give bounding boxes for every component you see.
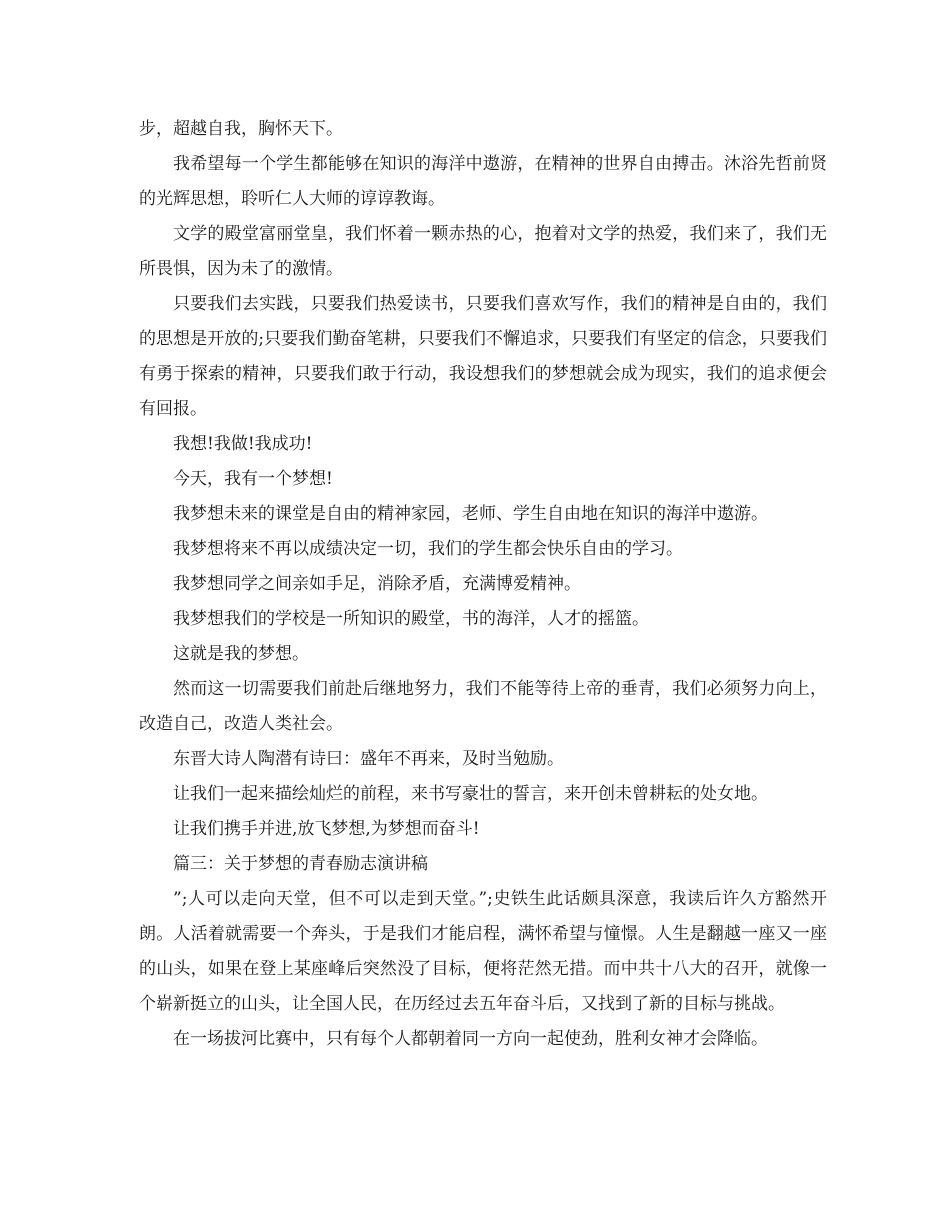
paragraph: 在一场拔河比赛中，只有每个人都朝着同一方向一起使劲，胜利女神才会降临。 — [173, 1029, 768, 1049]
paragraph: 我梦想同学之间亲如手足，消除矛盾，充满博爱精神。 — [173, 574, 581, 594]
paragraph: 我梦想我们的学校是一所知识的殿堂，书的海洋，人才的摇篮。 — [173, 609, 649, 629]
section-heading: 篇三：关于梦想的青春励志演讲稿 — [173, 854, 428, 874]
paragraph: 然而这一切需要我们前赴后继地努力，我们不能等待上帝的垂青，我们必须努力向上，改造自己，改造人类社会。 — [139, 679, 827, 734]
paragraph: 我梦想将来不再以成绩决定一切，我们的学生都会快乐自由的学习。 — [173, 539, 683, 559]
paragraph: 这就是我的梦想。 — [173, 644, 309, 664]
paragraph: ”;人可以走向天堂，但不可以走到天堂。”;史铁生此话颇具深意，我读后许久方豁然开朗。人活着就需要一个奔头，于是我们才能启程，满怀希望与憧憬。人生是翻越一座又一座的山头，如果在登上某座峰后突然没了目标，便将茫然无措。而中共十八大的召开，就像一个崭新挺立的山头，让全国人民，在历经过去五年奋斗后，又找到了新的目标与挑战。 — [139, 889, 827, 1014]
paragraph: 文学的殿堂富丽堂皇，我们怀着一颗赤热的心，抱着对文学的热爱，我们来了，我们无所畏惧，因为未了的激情。 — [139, 224, 827, 279]
paragraph: 我想!我做!我成功! — [173, 434, 313, 454]
paragraph: 东晋大诗人陶潜有诗曰：盛年不再来，及时当勉励。 — [173, 749, 564, 769]
paragraph: 步，超越自我，胸怀天下。 — [139, 119, 343, 139]
paragraph: 我梦想未来的课堂是自由的精神家园，老师、学生自由地在知识的海洋中遨游。 — [173, 504, 768, 524]
paragraph: 只要我们去实践，只要我们热爱读书，只要我们喜欢写作，我们的精神是自由的，我们的思想是开放的;只要我们勤奋笔耕，只要我们不懈追求，只要我们有坚定的信念，只要我们有勇于探索的精神，只要我们敢于行动，我设想我们的梦想就会成为现实，我们的追求便会有回报。 — [139, 294, 827, 419]
paragraph: 我希望每一个学生都能够在知识的海洋中遨游，在精神的世界自由搏击。沐浴先哲前贤的光辉思想，聆听仁人大师的谆谆教诲。 — [139, 154, 827, 209]
paragraph: 让我们携手并进,放飞梦想,为梦想而奋斗! — [173, 819, 480, 839]
document-body — [139, 112, 827, 1057]
paragraph: 让我们一起来描绘灿烂的前程，来书写豪壮的誓言，来开创未曾耕耘的处女地。 — [173, 784, 768, 804]
paragraph: 今天，我有一个梦想! — [173, 469, 333, 489]
